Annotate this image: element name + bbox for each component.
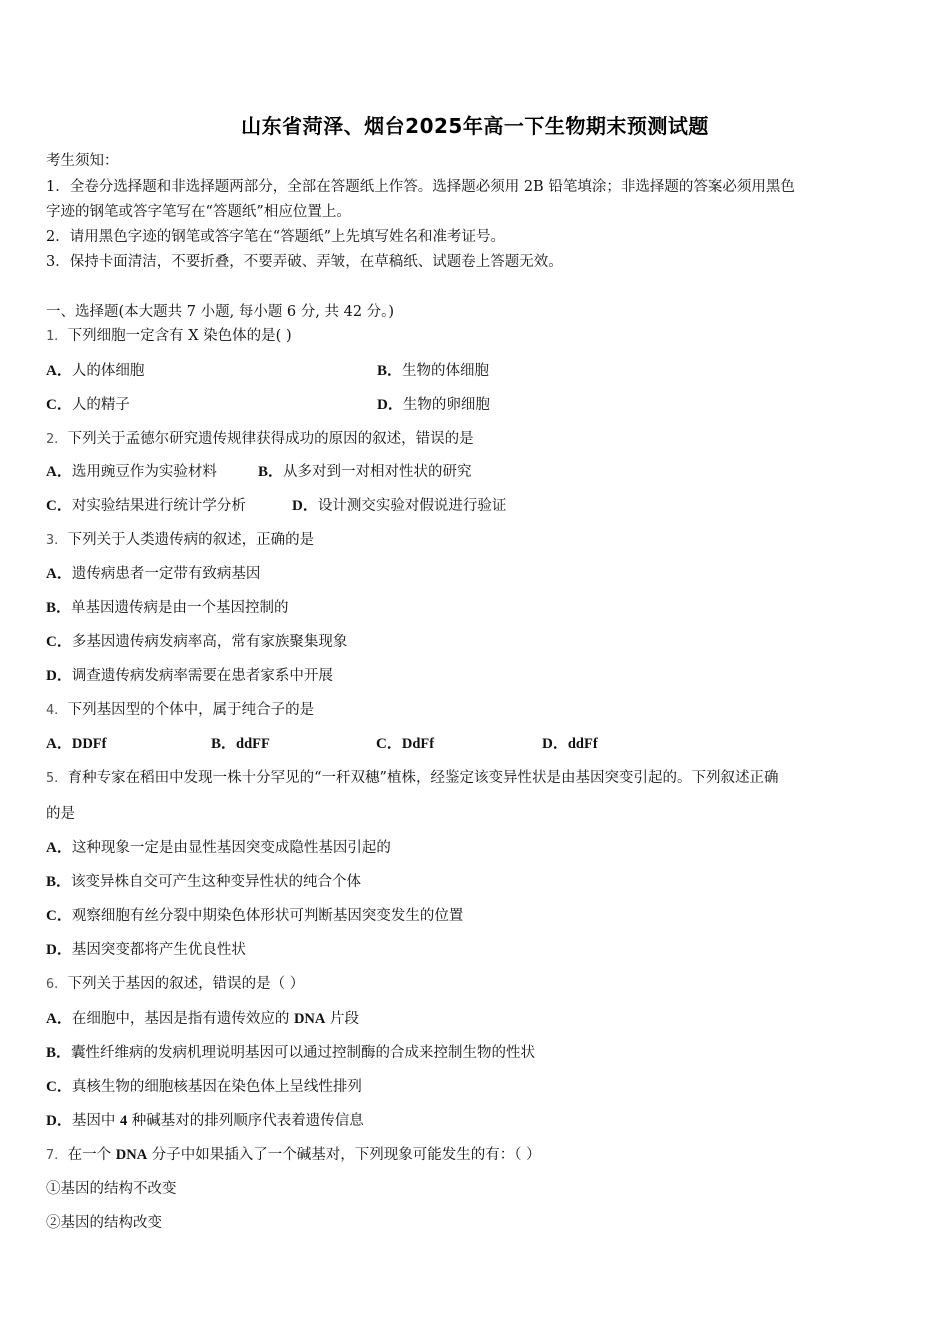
q4-option-a: A．DDFf [46, 736, 107, 752]
question-3: 3．下列关于人类遗传病的叙述，正确的是 [46, 532, 315, 548]
q3-option-a: A．遗传病患者一定带有致病基因 [46, 566, 261, 582]
question-4: 4．下列基因型的个体中，属于纯合子的是 [46, 702, 315, 718]
notice-item-3: 3．保持卡面清洁，不要折叠，不要弄破、弄皱，在草稿纸、试题卷上答题无效。 [46, 254, 563, 270]
q6-option-b: B．囊性纤维病的发病机理说明基因可以通过控制酶的合成来控制生物的性状 [46, 1045, 536, 1061]
notice-item-1-cont: 字迹的钢笔或答字笔写在“答题纸”相应位置上。 [46, 204, 351, 220]
section-heading: 一、选择题(本大题共 7 小题, 每小题 6 分, 共 42 分。) [46, 304, 395, 320]
q4-option-d: D．ddFf [542, 736, 598, 752]
q5-option-a: A．这种现象一定是由显性基因突变成隐性基因引起的 [46, 840, 391, 856]
question-6: 6．下列关于基因的叙述，错误的是（ ） [46, 976, 305, 992]
q6-option-c: C．真核生物的细胞核基因在染色体上呈线性排列 [46, 1079, 362, 1095]
question-number: 1． [46, 328, 68, 344]
question-5: 5．育种专家在稻田中发现一株十分罕见的“一秆双穗”植株，经鉴定该变异性状是由基因突变引起的。下列叙述正确 [46, 770, 779, 786]
q1-option-a: A．人的体细胞 [46, 363, 145, 379]
question-5-cont: 的是 [46, 806, 75, 822]
q4-option-b: B．ddFF [211, 736, 270, 752]
notice-heading: 考生须知： [46, 153, 119, 169]
question-2: 2．下列关于孟德尔研究遗传规律获得成功的原因的叙述，错误的是 [46, 431, 474, 447]
q3-option-d: D．调查遗传病发病率需要在患者家系中开展 [46, 668, 333, 684]
q2-option-c: C．对实验结果进行统计学分析 [46, 498, 246, 514]
q6-option-d: D．基因中 4 种碱基对的排列顺序代表着遗传信息 [46, 1113, 364, 1129]
q6-option-a: A．在细胞中，基因是指有遗传效应的 DNA 片段 [46, 1011, 359, 1027]
question-stem: 下列细胞一定含有 X 染色体的是( ) [67, 328, 292, 344]
notice-item-1: 1．全卷分选择题和非选择题两部分，全部在答题纸上作答。选择题必须用 2B 铅笔填涂；非选择题的答案必须用黑色 [46, 179, 795, 195]
notice-item-2: 2．请用黑色字迹的钢笔或答字笔在“答题纸”上先填写姓名和准考证号。 [46, 229, 506, 245]
q4-option-c: C．DdFf [376, 736, 435, 752]
q1-option-b: B．生物的体细胞 [377, 363, 490, 379]
question-1 [46, 327, 292, 345]
q5-option-d: D．基因突变都将产生优良性状 [46, 942, 246, 958]
question-7: 7．在一个 DNA 分子中如果插入了一个碱基对，下列现象可能发生的有：（ ） [46, 1147, 541, 1163]
q2-option-b: B．从多对到一对相对性状的研究 [258, 464, 472, 480]
q1-option-d: D．生物的卵细胞 [377, 397, 490, 413]
page-title: 山东省菏泽、烟台2025年高一下生物期末预测试题 [241, 114, 709, 138]
q2-option-d: D．设计测交实验对假说进行验证 [292, 498, 507, 514]
q7-item-1: ①基因的结构不改变 [46, 1181, 177, 1197]
q1-option-c: C．人的精子 [46, 397, 130, 413]
q2-option-a: A．选用豌豆作为实验材料 [46, 464, 217, 480]
q5-option-b: B．该变异株自交可产生这种变异性状的纯合个体 [46, 874, 362, 890]
q3-option-b: B．单基因遗传病是由一个基因控制的 [46, 600, 289, 616]
q5-option-c: C．观察细胞有丝分裂中期染色体形状可判断基因突变发生的位置 [46, 908, 464, 924]
q3-option-c: C．多基因遗传病发病率高，常有家族聚集现象 [46, 634, 348, 650]
q7-item-2: ②基因的结构改变 [46, 1215, 162, 1231]
